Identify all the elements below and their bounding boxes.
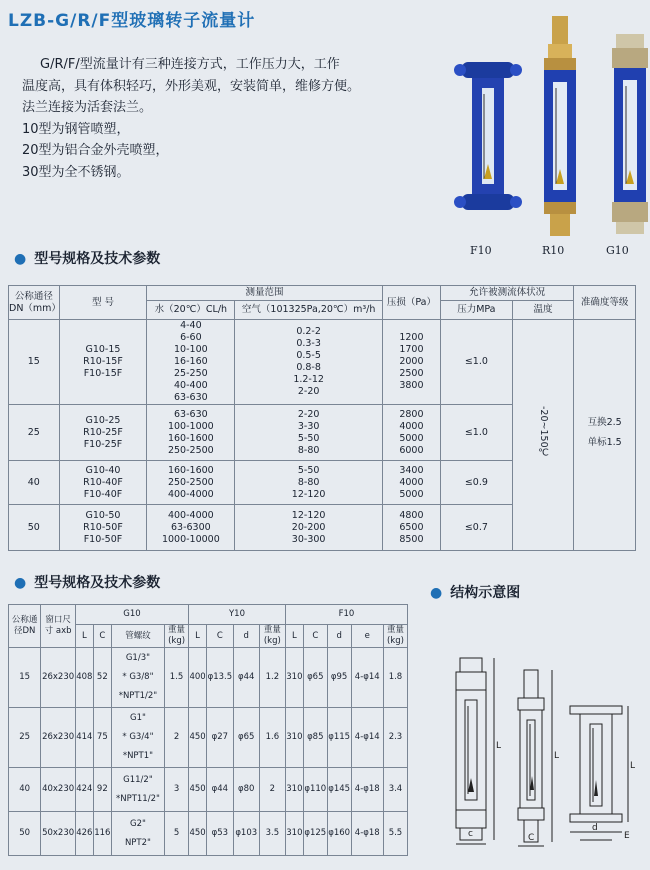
thread-value: G11/2" xyxy=(123,774,153,785)
intro-text xyxy=(22,54,417,183)
dim-cell: φ27 xyxy=(207,708,234,768)
intro-line: 温度高，具有体积轻巧，外形美观，安装简单，维修方便。 xyxy=(22,78,361,94)
intro-line: 20型为铝合金外壳喷塑， xyxy=(22,143,169,158)
air-range-cell: 5-50 8-80 12-120 xyxy=(235,461,382,505)
product-label-g10: G10 xyxy=(606,244,629,257)
intro-line: 30型为全不锈钢。 xyxy=(22,164,130,180)
dim-cell: 52 xyxy=(93,648,111,708)
model-cell: G10-25 R10-25F F10-25F xyxy=(59,405,147,461)
header-cell: 公称通径 DN（mm） xyxy=(9,286,60,320)
dn-cell: 15 xyxy=(9,320,60,405)
dn-cell: 15 xyxy=(9,648,41,708)
weight-cell: 3.4 xyxy=(383,768,407,812)
diagram-label-C: C xyxy=(528,833,535,843)
dim-cell: φ125 xyxy=(303,812,327,856)
water-range-cell: 160-1600 250-2500 400-4000 xyxy=(147,461,235,505)
header-cell: L xyxy=(189,625,207,648)
thread-value: *NPT11/2" xyxy=(115,793,160,804)
dimension-table xyxy=(8,604,408,856)
header-cell: 压力MPa xyxy=(441,301,513,320)
dn-cell: 25 xyxy=(9,405,60,461)
weight-cell: 1.2 xyxy=(259,648,285,708)
dim-cell: 400 xyxy=(189,648,207,708)
dim-cell: 450 xyxy=(189,708,207,768)
header-cell: 型 号 xyxy=(59,286,147,320)
accuracy-interchange: 互换2.5 xyxy=(587,416,622,428)
loss-cell: 3400 4000 5000 xyxy=(382,461,440,505)
intro-line: G/R/F/型流量计有三种连接方式，工作压力大，工作 xyxy=(40,57,340,72)
loss-cell: 1200 1700 2000 2500 3800 xyxy=(382,320,440,405)
accuracy-cell xyxy=(574,320,636,405)
section-title: 型号规格及技术参数 xyxy=(34,251,161,267)
intro-line: 10型为钢管喷塑， xyxy=(22,121,130,137)
flanged-flowmeter-icon xyxy=(448,14,528,239)
header-cell: 重量(kg) xyxy=(259,625,285,648)
dim-cell: φ65 xyxy=(233,708,259,768)
section-heading xyxy=(430,582,520,602)
diagram-label-c: c xyxy=(468,829,473,839)
dim-cell: φ44 xyxy=(207,768,234,812)
dim-cell: φ80 xyxy=(233,768,259,812)
pressure-cell: ≤1.0 xyxy=(441,405,513,461)
thread-value: *NPT1/2" xyxy=(118,691,158,701)
dn-cell: 50 xyxy=(9,505,60,551)
header-cell: e xyxy=(351,625,383,648)
dim-cell: 414 xyxy=(75,708,93,768)
thread-value: * G3/8" xyxy=(122,672,154,682)
header-cell: 窗口尺寸 axb xyxy=(41,605,76,648)
diagram-label-L: L xyxy=(554,751,560,761)
thread-value: NPT2" xyxy=(124,837,151,848)
dim-cell: 4-φ14 xyxy=(351,648,383,708)
intro-line: 法兰连接为活套法兰。 xyxy=(22,100,153,115)
dim-cell: φ95 xyxy=(327,648,351,708)
dim-cell: φ53 xyxy=(207,812,234,856)
weight-cell: 5 xyxy=(165,812,189,856)
product-label-f10: F10 xyxy=(470,244,492,257)
model-cell: G10-50 R10-50F F10-50F xyxy=(59,505,147,551)
header-cell: 水（20℃）CL/h xyxy=(147,301,235,320)
dim-cell: 310 xyxy=(285,768,303,812)
dim-cell: φ65 xyxy=(303,648,327,708)
header-cell: C xyxy=(303,625,327,648)
weight-cell: 1.6 xyxy=(259,708,285,768)
pressure-cell: ≤0.9 xyxy=(441,461,513,505)
bullet-icon: ● xyxy=(14,251,27,267)
hose-barb-flowmeter-icon xyxy=(520,14,600,239)
window-cell: 26x230 xyxy=(41,648,76,708)
dim-cell: φ85 xyxy=(303,708,327,768)
section-title: 型号规格及技术参数 xyxy=(34,575,161,591)
header-cell: L xyxy=(285,625,303,648)
weight-cell: 3 xyxy=(165,768,189,812)
section-heading xyxy=(14,248,160,268)
dim-cell: 408 xyxy=(75,648,93,708)
dim-cell: φ160 xyxy=(327,812,351,856)
dim-cell: 4-φ18 xyxy=(351,768,383,812)
air-range-cell: 0.2-2 0.3-3 0.5-5 0.8-8 1.2-12 2-20 xyxy=(235,320,382,405)
section-heading xyxy=(14,572,160,592)
header-cell: 空气（101325Pa,20℃）m³/h xyxy=(235,301,382,320)
model-cell: G10-15 R10-15F F10-15F xyxy=(59,320,147,405)
thread-value: G1/3" xyxy=(125,653,151,663)
dim-cell: φ145 xyxy=(327,768,351,812)
header-cell: Y10 xyxy=(189,605,286,625)
weight-cell: 3.5 xyxy=(259,812,285,856)
header-cell: 管螺纹 xyxy=(111,625,164,648)
dim-cell: φ103 xyxy=(233,812,259,856)
dim-cell: 116 xyxy=(93,812,111,856)
header-cell: 允许被测流体状况 xyxy=(441,286,574,301)
header-cell: 压损（Pa） xyxy=(382,286,440,320)
structure-diagram xyxy=(432,608,642,848)
dn-cell: 40 xyxy=(9,461,60,505)
pressure-cell: ≤1.0 xyxy=(441,320,513,405)
weight-cell: 2 xyxy=(165,708,189,768)
water-range-cell: 63-630 100-1000 160-1600 250-2500 xyxy=(147,405,235,461)
dim-cell: 75 xyxy=(93,708,111,768)
weight-cell: 2.3 xyxy=(383,708,407,768)
header-cell: F10 xyxy=(285,605,407,625)
section-title: 结构示意图 xyxy=(450,585,521,601)
accuracy-single: 单标1.5 xyxy=(587,436,622,448)
temp-value: -20~150℃ xyxy=(537,406,549,459)
dim-cell: 4-φ18 xyxy=(351,812,383,856)
dn-cell: 25 xyxy=(9,708,41,768)
dim-cell: 4-φ14 xyxy=(351,708,383,768)
bullet-icon: ● xyxy=(14,575,27,591)
header-cell: 重量(kg) xyxy=(383,625,407,648)
weight-cell: 1.8 xyxy=(383,648,407,708)
threaded-flowmeter-icon xyxy=(590,14,650,239)
dim-cell: 310 xyxy=(285,812,303,856)
dn-cell: 40 xyxy=(9,768,41,812)
pressure-cell: ≤0.7 xyxy=(441,505,513,551)
thread-value: G1" xyxy=(129,713,146,723)
air-range-cell: 2-20 3-30 5-50 8-80 xyxy=(235,405,382,461)
loss-cell: 4800 6500 8500 xyxy=(382,505,440,551)
header-cell: C xyxy=(93,625,111,648)
header-cell: d xyxy=(233,625,259,648)
dim-cell: φ44 xyxy=(233,648,259,708)
thread-value: *NPT1" xyxy=(122,751,154,761)
diagram-label-L: L xyxy=(630,761,636,771)
product-label-r10: R10 xyxy=(542,244,565,257)
loss-cell: 2800 4000 5000 6000 xyxy=(382,405,440,461)
diagram-label-d: d xyxy=(592,823,598,833)
dim-cell: 450 xyxy=(189,768,207,812)
dn-cell: 50 xyxy=(9,812,41,856)
weight-cell: 5.5 xyxy=(383,812,407,856)
header-cell: d xyxy=(327,625,351,648)
window-cell: 26x230 xyxy=(41,708,76,768)
thread-value: G2" xyxy=(129,818,146,829)
dim-cell: 426 xyxy=(75,812,93,856)
dim-cell: φ110 xyxy=(303,768,327,812)
dim-cell: φ13.5 xyxy=(207,648,234,708)
header-cell: C xyxy=(207,625,234,648)
header-cell: 温度 xyxy=(512,301,574,320)
dim-cell: 450 xyxy=(189,812,207,856)
header-cell: G10 xyxy=(75,605,188,625)
water-range-cell: 4-40 6-60 10-100 16-160 25-250 40-400 63-630 xyxy=(147,320,235,405)
spec-table xyxy=(8,285,636,551)
weight-cell: 2 xyxy=(259,768,285,812)
dim-cell: 92 xyxy=(93,768,111,812)
thread-value: * G3/4" xyxy=(122,732,154,742)
dim-cell: 424 xyxy=(75,768,93,812)
window-cell: 40x230 xyxy=(41,768,76,812)
dim-cell: 310 xyxy=(285,648,303,708)
diagram-label-L: L xyxy=(496,741,502,751)
model-cell: G10-40 R10-40F F10-40F xyxy=(59,461,147,505)
page-title: LZB-G/R/F型玻璃转子流量计 xyxy=(8,11,256,31)
header-cell: 公称通径DN xyxy=(9,605,41,648)
water-range-cell: 400-4000 63-6300 1000-10000 xyxy=(147,505,235,551)
air-range-cell: 12-120 20-200 30-300 xyxy=(235,505,382,551)
diagram-label-E: E xyxy=(624,831,630,841)
weight-cell: 1.5 xyxy=(165,648,189,708)
header-cell: L xyxy=(75,625,93,648)
dim-cell: 310 xyxy=(285,708,303,768)
header-cell: 重量(kg) xyxy=(165,625,189,648)
header-cell: 测量范围 xyxy=(147,286,383,301)
window-cell: 50x230 xyxy=(41,812,76,856)
dim-cell: φ115 xyxy=(327,708,351,768)
temp-cell xyxy=(512,320,574,405)
bullet-icon: ● xyxy=(430,585,443,601)
header-cell: 准确度等级 xyxy=(574,286,636,320)
